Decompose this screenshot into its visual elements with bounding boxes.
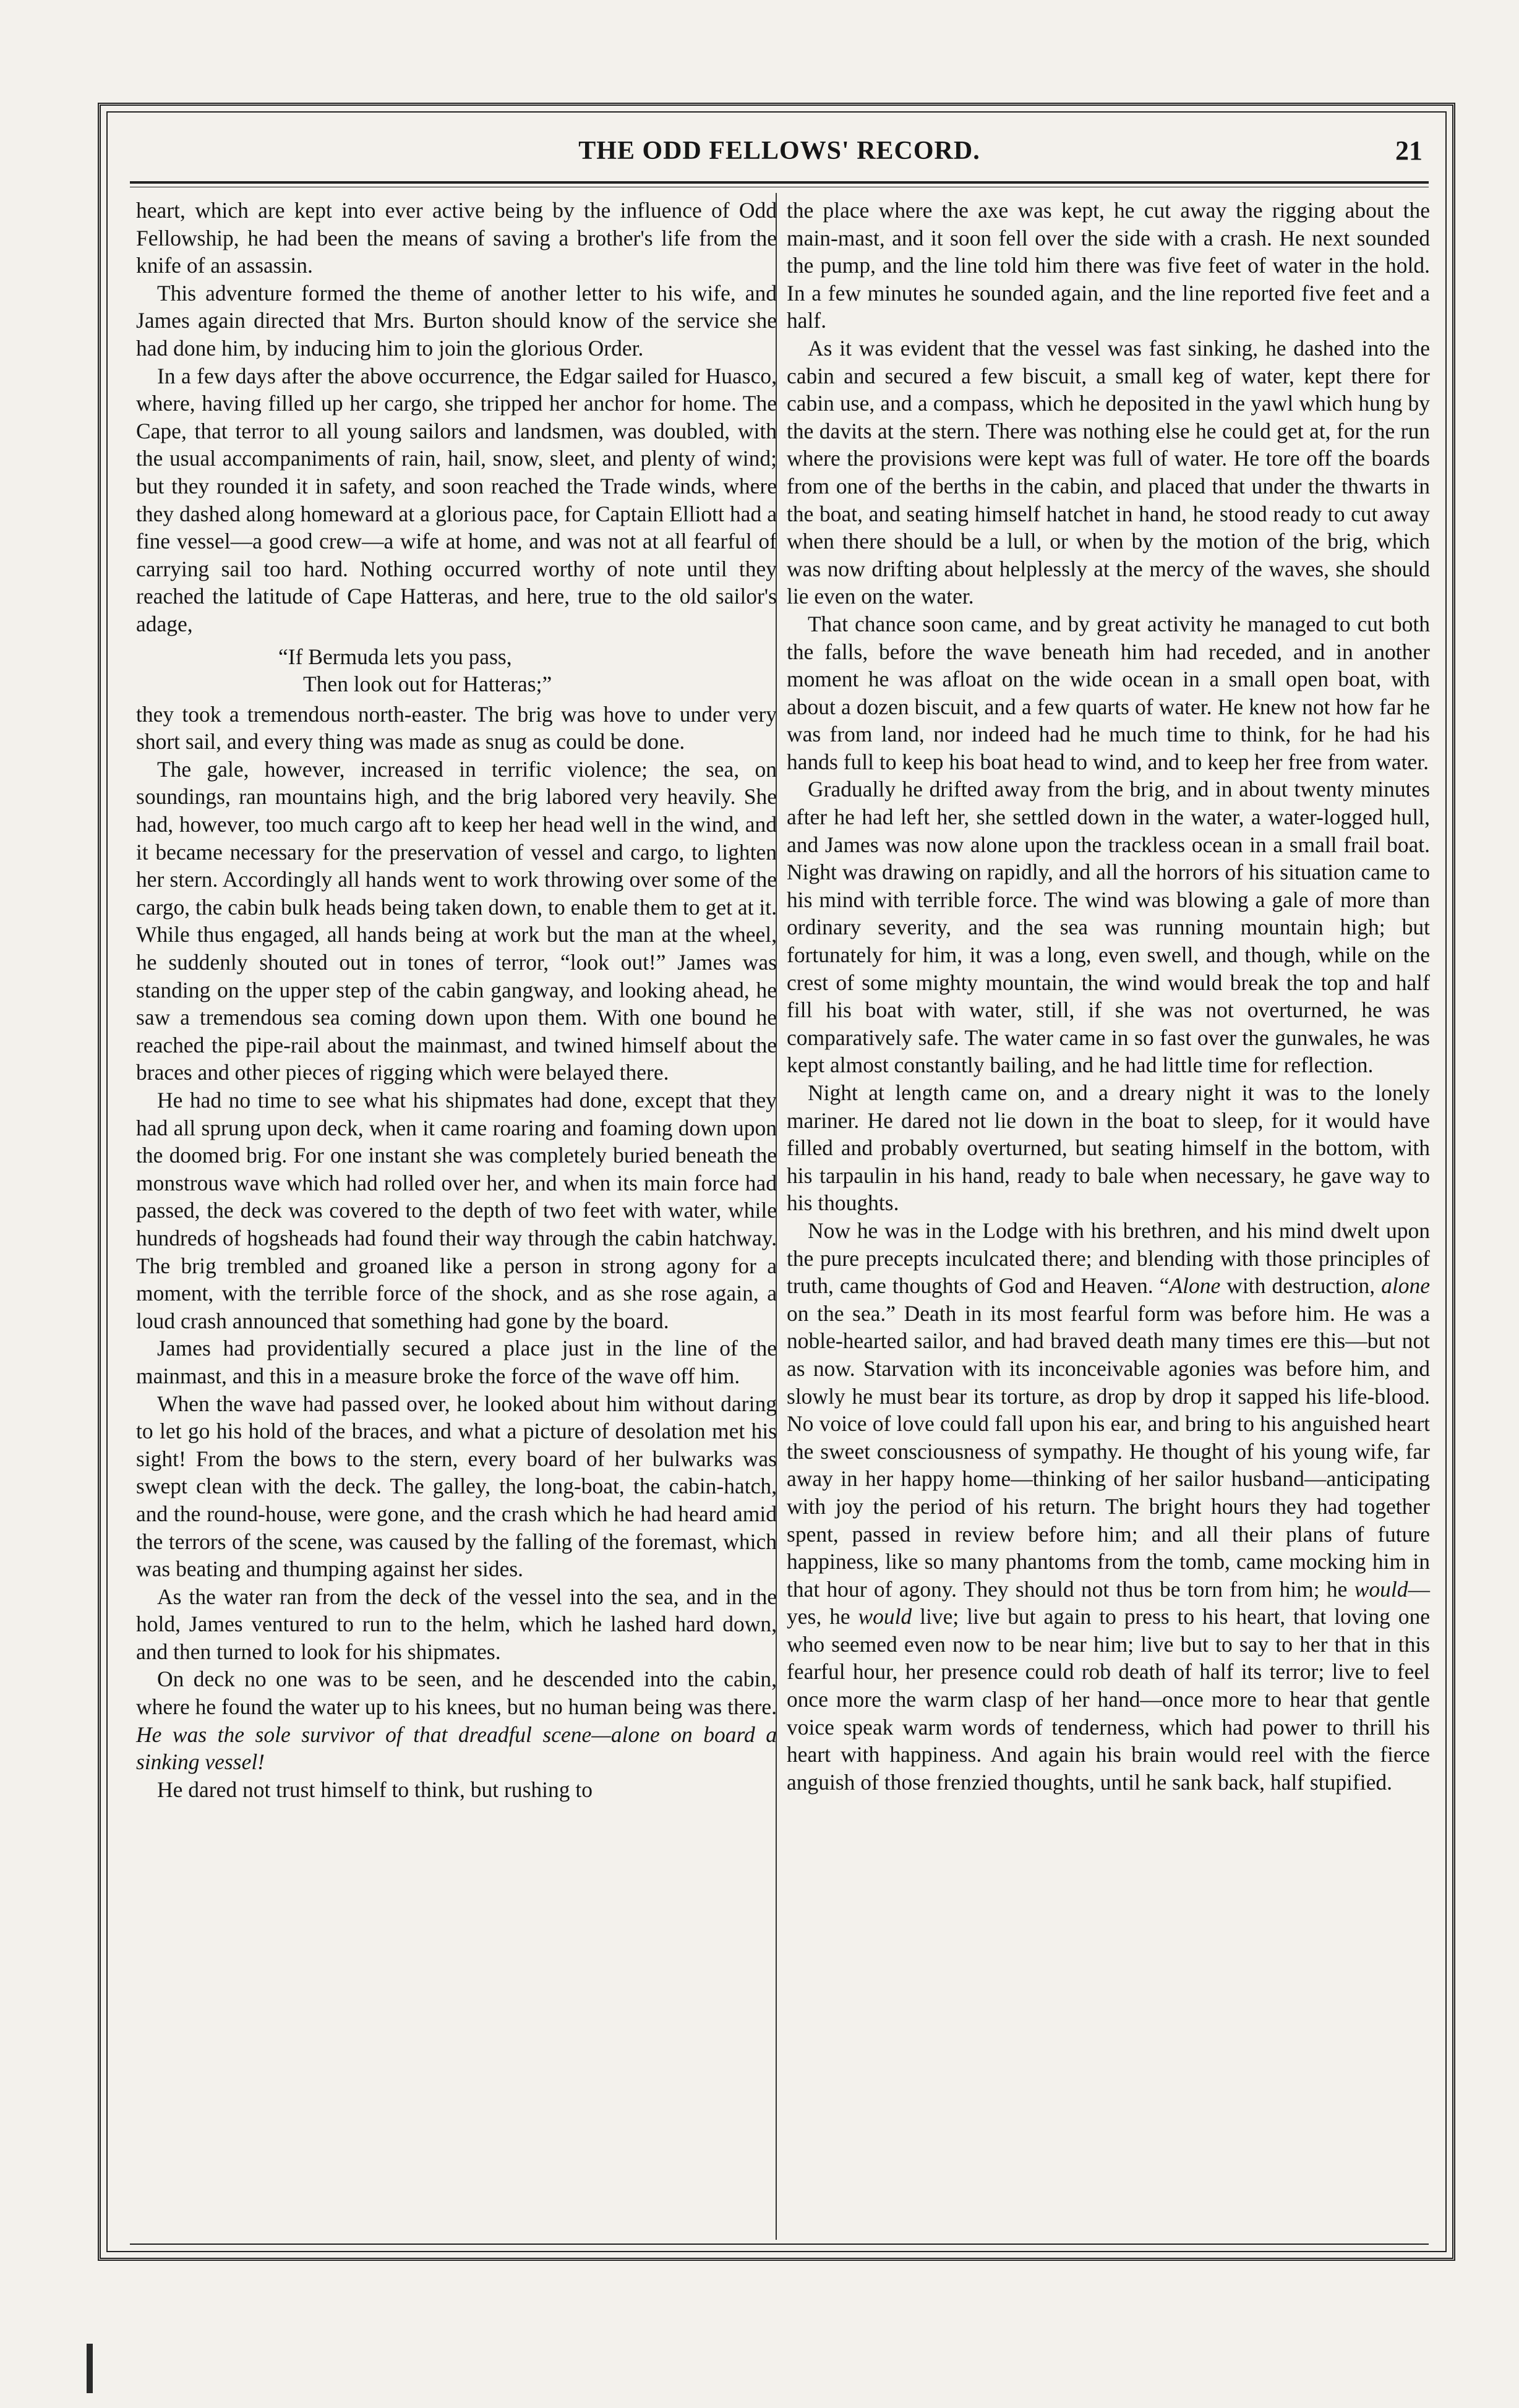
text-run: with destruction, bbox=[1220, 1273, 1382, 1299]
paragraph: they took a tremendous north-easter. The brig was hove to under very short sail, and every thing was made as snug as could be done. bbox=[136, 701, 777, 754]
page-number: 21 bbox=[1395, 135, 1423, 166]
right-column bbox=[787, 197, 1430, 1796]
text-run: on the sea.” Death in its most fearful form was before him. He was a noble-hearted sailor, and had braved death many times ere this—but not as now. Starvation with its inconceivable agonies was before him, and slowly he must bear its torture, as drop by drop it sapped his life-blood. No voice of love could fall upon his ear, and bring to his anguished heart the sweet consciousness of sympathy. He thought of his young wife, far away in her happy home—thinking of her sailor husband—anticipating with joy the period of his return. The bright hours they had together spent, passed in review before him; and all their plans of future happiness, like so many phantoms from the tomb, came mocking him in that hour of agony. They should not thus be torn from him; he bbox=[787, 1300, 1430, 1602]
verse-quote bbox=[136, 643, 777, 698]
paragraph bbox=[787, 1217, 1430, 1796]
scan-margin-mark bbox=[87, 2344, 93, 2393]
italic-text: would bbox=[1354, 1576, 1408, 1602]
paragraph: He had no time to see what his shipmates had done, except that they had all sprung upon deck, when it came roaring and foaming down upon the doomed brig. For one instant she was completely buried beneath the monstrous wave which had rolled over her, and when its main force had passed, the deck was covered to the depth of two feet with water, while hundreds of hogsheads had found their way through the cabin hatchway. The brig trembled and groaned like a person in strong agony for a moment, with the terrible force of the shock, and as she rose again, a loud crash announced that something had gone by the board. bbox=[136, 1088, 777, 1333]
italic-text: would bbox=[858, 1604, 912, 1629]
text-run: live; live but again to press to his heart, that loving one who seemed even now to be near him; live but to say to her that in this fearful hour, her presence could rob death of half its terror; live to feel once more the warm clasp of her hand—once more to hear that gentle voice speak warm words of tenderness, which had power to thrill his heart with happiness. And again his brain would reel with the fierce anguish of those frenzied thoughts, until he sank back, half stupified. bbox=[787, 1604, 1430, 1795]
paragraph: That chance soon came, and by great activity he managed to cut both the falls, before the wave beneath him had receded, and in another moment he was afloat on the wide ocean in a small open boat, with about a dozen biscuit, and a few quarts of water. He knew not how far he was from land, nor indeed had he much time to think, for he had his hands full to keep his boat head to wind, and to keep her free from water. bbox=[787, 611, 1430, 774]
running-title: THE ODD FELLOWS' RECORD. bbox=[578, 137, 980, 165]
italic-text: Alone bbox=[1169, 1273, 1221, 1299]
paragraph: heart, which are kept into ever active being by the influence of Odd Fellowship, he had been the means of saving a brother's life from the knife of an assassin. bbox=[136, 198, 777, 278]
paragraph: The gale, however, increased in terrific violence; the sea, on soundings, ran mountains high, and the brig labored very heavily. She had, however, too much cargo aft to keep her head well in the wind, and it became necessary for the preservation of vessel and cargo, to lighten her stern. Accordingly all hands went to work throwing over some of the cargo, the cabin bulk heads being taken down, to enable them to get at it. While thus engaged, all hands being at work but the man at the wheel, he suddenly shouted out in tones of terror, “look out!” James was standing on the upper step of the cabin gangway, and looking ahead, he saw a tremendous sea coming down upon them. With one bound he reached the pipe-rail about the mainmast, and twined himself about the braces and other pieces of rigging which were belayed there. bbox=[136, 756, 777, 1085]
paragraph: Night at length came on, and a dreary night it was to the lonely mariner. He dared not lie down in the boat to sleep, for it would have filled and probably overturned, but seating himself in the bottom, with his tarpaulin in his hand, ready to bale when necessary, he gave way to his thoughts. bbox=[787, 1080, 1430, 1216]
bottom-rule bbox=[130, 2244, 1429, 2245]
text-run: On deck no one was to be seen, and he descended into the cabin, where he found the water up to his knees, but no human being was there. bbox=[136, 1667, 777, 1720]
paragraph: As the water ran from the deck of the vessel into the sea, and in the hold, James ventured to run to the helm, which he lashed hard down, and then turned to look for his shipmates. bbox=[136, 1584, 777, 1664]
paragraph: James had providentially secured a place just in the line of the mainmast, and this in a measure broke the force of the wave off him. bbox=[136, 1336, 777, 1388]
paragraph: the place where the axe was kept, he cut away the rigging about the main-mast, and it soon fell over the side with a crash. He next sounded the pump, and the line told him there was five feet of water in the hold. In a few minutes he sounded again, and the line reported five feet and a half. bbox=[787, 198, 1430, 333]
verse-line: Then look out for Hatteras;” bbox=[303, 672, 552, 697]
verse-line: “If Bermuda lets you pass, bbox=[278, 644, 512, 669]
text-run: Now he was in the Lodge with his brethren, and his mind dwelt upon the pure precepts inculcated there; and blending with those principles of truth, came thoughts of God and Heaven. “ bbox=[787, 1218, 1430, 1299]
paragraph: When the wave had passed over, he looked about him without daring to let go his hold of the braces, and what a picture of desolation met his sight! From the bows to the stern, every board of her bulwarks was swept clean with the deck. The galley, the long-boat, the cabin-hatch, and the round-house, were gone, and the crash which he had heard amid the terrors of the scene, was caused by the falling of the foremast, which was beating and thumping against her sides. bbox=[136, 1391, 777, 1582]
text-run: —yes, he bbox=[787, 1576, 1430, 1629]
italic-text: He was the sole survivor of that dreadful scene—alone on board a sinking vessel! bbox=[136, 1722, 777, 1775]
paragraph bbox=[136, 1665, 777, 1775]
paragraph: Gradually he drifted away from the brig, and in about twenty minutes after he had left her, she settled down in the water, a water-logged hull, and James was now alone upon the trackless ocean in a small frail boat. Night was drawing on rapidly, and all the horrors of his situation came to his mind with terrible force. The wind was blowing a gale of more than ordinary severity, and the sea was running mountain high; but fortunately for him, it was a long, even swell, and though, while on the crest of some mighty mountain, the wind would break the top and half fill his boat with water, still, if she was not overturned, he was comparatively safe. The water came in so fast over the gunwales, he was kept almost constantly bailing, and he had little time for reflection. bbox=[787, 777, 1430, 1078]
paragraph: He dared not trust himself to think, but rushing to bbox=[157, 1777, 593, 1802]
header-rule bbox=[130, 181, 1429, 184]
paragraph: As it was evident that the vessel was fast sinking, he dashed into the cabin and secured a few biscuit, a small keg of water, kept there for cabin use, and a compass, which he deposited in the yawl which hung by the davits at the stern. There was nothing else he could get at, for the run where the provisions were kept was full of water. He tore off the boards from one of the berths in the cabin, and placed that under the thwarts in the boat, and seating himself hatchet in hand, he stood ready to cut away when there should be a lull, or when by the motion of the brig, which was now drifting about helplessly at the mercy of the waves, she should lie even on the water. bbox=[787, 335, 1430, 609]
paragraph: This adventure formed the theme of another letter to his wife, and James again directed that Mrs. Burton should know of the service she had done him, by inducing him to join the glorious Order. bbox=[136, 280, 777, 361]
paragraph: In a few days after the above occurrence, the Edgar sailed for Huasco, where, having filled up her cargo, she tripped her anchor for home. The Cape, that terror to all young sailors and landsmen, was doubled, with the usual accompaniments of rain, hail, snow, sleet, and plenty of wind; but they rounded it in safety, and soon reached the Trade winds, where they dashed along homeward at a glorious pace, for Captain Elliott had a fine vessel—a good crew—a wife at home, and was not at all fearful of carrying sail too hard. Nothing occurred worthy of note until they reached the latitude of Cape Hatteras, and here, true to the old sailor's adage, bbox=[136, 363, 777, 636]
italic-text: alone bbox=[1381, 1273, 1430, 1299]
page-header bbox=[130, 131, 1429, 187]
left-column bbox=[136, 197, 777, 1803]
